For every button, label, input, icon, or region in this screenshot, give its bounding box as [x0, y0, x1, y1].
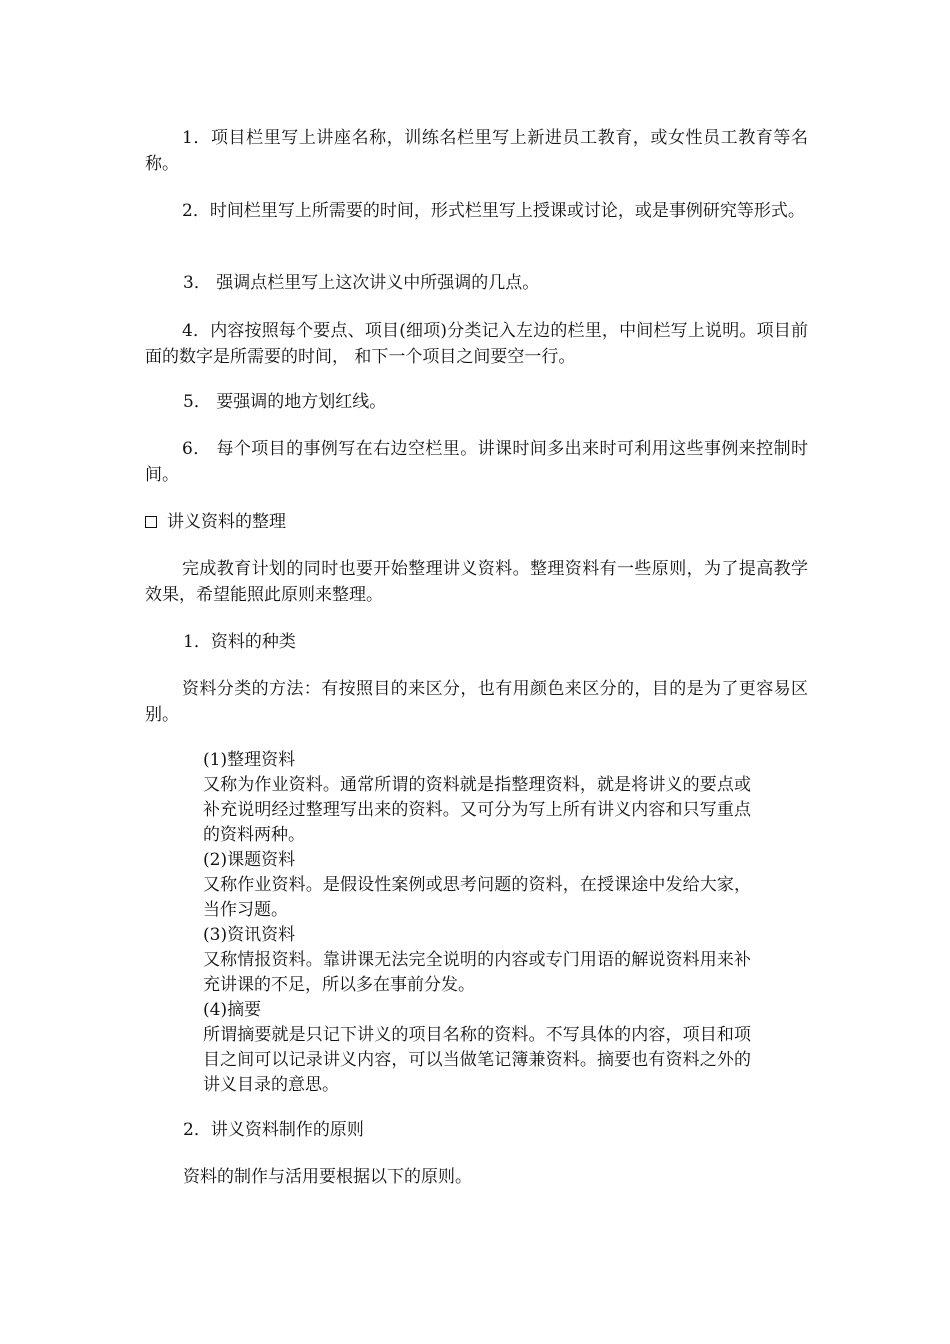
list-item-1: 1．项目栏里写上讲座名称，训练名栏里写上新进员工教育，或女性员工教育等名称。: [145, 128, 808, 174]
list-item-2: 2．时间栏里写上所需要的时间，形式栏里写上授课或讨论，或是事例研究等形式。: [182, 201, 805, 221]
section-heading-text: 讲义资料的整理: [167, 512, 286, 532]
list-item-3: 3． 强调点栏里写上这次讲义中所强调的几点。: [183, 273, 540, 293]
subheading-principles: 2．讲义资料制作的原则: [183, 1120, 364, 1140]
principles-description: 资料的制作与活用要根据以下的原则。: [183, 1167, 472, 1187]
type-title-3: (3)资讯资料: [203, 925, 296, 945]
type-body-4: 所谓摘要就是只记下讲义的项目名称的资料。不写具体的内容，项目和项目之间可以记录讲义内容，可以当做笔记簿兼资料。摘要也有资料之外的讲义目录的意思。: [203, 1025, 751, 1095]
type-body-2: 又称作业资料。是假设性案例或思考问题的资料，在授课途中发给大家，当作习题。: [203, 875, 751, 920]
type-title-2: (2)课题资料: [203, 850, 296, 870]
types-description: 资料分类的方法：有按照目的来区分，也有用颜色来区分的，目的是为了更容易区别。: [145, 679, 808, 725]
list-item-5: 5． 要强调的地方划红线。: [183, 392, 387, 412]
subheading-types: 1．资料的种类: [183, 632, 296, 652]
type-body-3: 又称情报资料。靠讲课无法完全说明的内容或专门用语的解说资料用来补充讲课的不足，所以多在事前分发。: [203, 950, 751, 995]
material-types-list: [203, 748, 751, 1098]
list-item-6: 6． 每个项目的事例写在右边空栏里。讲课时间多出来时可利用这些事例来控制时间。: [145, 439, 808, 485]
list-item-4: 4．内容按照每个要点、项目(细项)分类记入左边的栏里，中间栏写上说明。项目前面的数字是所需要的时间， 和下一个项目之间要空一行。: [145, 321, 808, 367]
type-title-4: (4)摘要: [203, 1000, 262, 1020]
type-title-1: (1)整理资料: [203, 750, 296, 770]
type-body-1: 又称为作业资料。通常所谓的资料就是指整理资料，就是将讲义的要点或补充说明经过整理写出来的资料。又可分为写上所有讲义内容和只写重点的资料两种。: [203, 775, 751, 845]
section-heading: [145, 509, 286, 535]
checkbox-square-icon: [145, 516, 157, 528]
section-intro: 完成教育计划的同时也要开始整理讲义资料。整理资料有一些原则，为了提高教学效果，希望能照此原则来整理。: [145, 559, 808, 605]
